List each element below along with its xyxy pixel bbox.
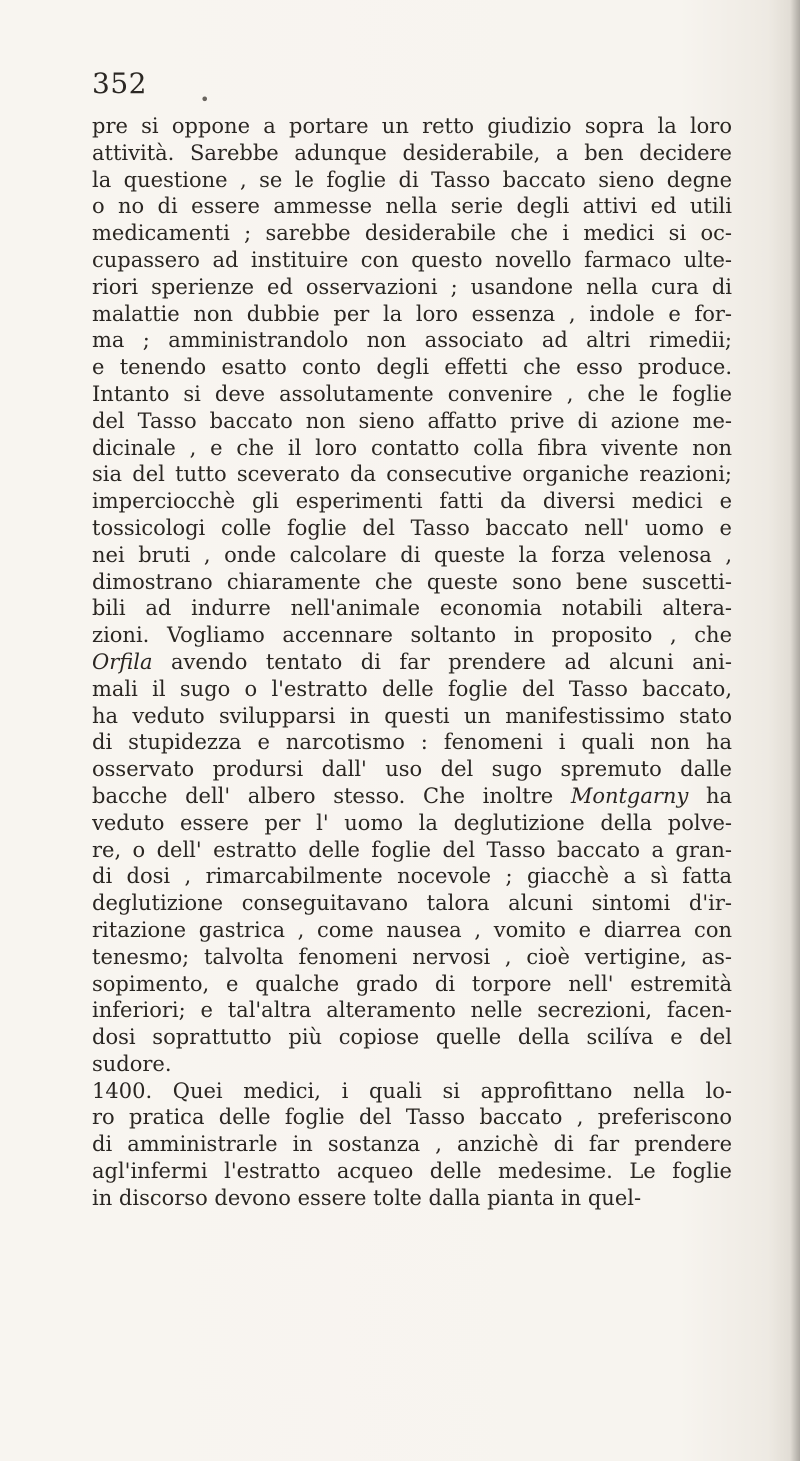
text-segment: bacche dell' albero stesso. Che inoltre [92,783,571,808]
text-line [92,167,732,194]
text-segment: ro pratica delle foglie del Tasso baccato , preferiscono [92,1105,732,1130]
text-segment: veduto essere per l' uomo la deglutizione della polve- [92,810,732,835]
text-line [92,1051,732,1078]
text-segment: attività. Sarebbe adunque desiderabile, a ben decidere [92,140,732,165]
text-segment: dicinale , e che il loro contatto colla fibra vivente non [92,435,732,460]
text-segment: riori sperienze ed osservazioni ; usandone nella cura di [92,274,732,299]
text-line [92,863,732,890]
text-segment: agl'infermi l'estratto acqueo delle medesime. Le foglie [92,1159,732,1184]
text-line [92,837,732,864]
text-segment: di amministrarle in sostanza , anzichè di far prendere [92,1132,732,1157]
text-line [92,595,732,622]
text-line [92,301,732,328]
text-line [92,113,732,140]
text-line [92,515,732,542]
text-line [92,354,732,381]
text-segment: pre si oppone a portare un retto giudizio sopra la loro [92,114,732,138]
text-line [92,703,732,730]
text-line [92,944,732,971]
printer-mark: • [200,90,210,109]
text-line [92,435,732,462]
text-segment: sia del tutto sceverato da consecutive organiche reazioni; [92,462,732,487]
text-line [92,1078,732,1105]
text-segment: in discorso devono essere tolte dalla pianta in quel- [92,1185,642,1210]
text-line [92,381,732,408]
text-segment: deglutizione conseguitavano talora alcuni sintomi d'ir- [92,891,732,916]
text-line [92,461,732,488]
page-number: 352 [92,67,147,100]
text-line [92,569,732,596]
text-line [92,676,732,703]
text-segment: di dosi , rimarcabilmente nocevole ; giacchè a sì fatta [92,864,732,889]
text-segment: nei bruti , onde calcolare di queste la forza velenosa , [92,542,732,567]
text-line [92,488,732,515]
text-segment: o no di essere ammesse nella serie degli attivi ed utili [92,194,732,219]
author-name: Montgarny [570,783,689,808]
text-segment: mali il sugo o l'estratto delle foglie del Tasso baccato, [92,676,732,701]
text-segment: ritazione gastrica , come nausea , vomito e diarrea con [92,917,732,942]
text-segment: medicamenti ; sarebbe desiderabile che i medici si oc- [92,221,732,246]
text-line [92,649,732,676]
text-line [92,140,732,167]
text-line [92,408,732,435]
text-line [92,997,732,1024]
text-segment: osservato prodursi dall' uso del sugo spremuto dalle [92,757,732,782]
author-name: Orfila [92,649,153,674]
text-segment: dimostrano chiaramente che queste sono bene suscetti- [92,569,732,594]
body-text [92,113,732,1212]
text-segment: di stupidezza e narcotismo : fenomeni i quali non ha [92,730,732,755]
text-line [92,542,732,569]
text-line [92,810,732,837]
text-line [92,220,732,247]
text-segment: dosi soprattutto più copiose quelle della scilíva e del [92,1025,732,1050]
text-segment: e tenendo esatto conto degli effetti che esso produce. [92,355,732,380]
text-segment: avendo tentato di far prendere ad alcuni ani- [152,649,732,674]
text-segment: cupassero ad instituire con questo novello farmaco ulte- [92,247,732,272]
text-line [92,193,732,220]
text-line [92,1024,732,1051]
text-line [92,247,732,274]
text-segment: imperciocchè gli esperimenti fatti da diversi medici e [92,489,732,514]
text-line [92,729,732,756]
text-line [92,971,732,998]
text-line [92,274,732,301]
text-segment: ma ; amministrandolo non associato ad altri rimedii; [92,328,732,353]
text-segment: bili ad indurre nell'animale economia notabili altera- [92,596,732,621]
text-segment: malattie non dubbie per la loro essenza , indole e for- [92,301,732,326]
text-segment: ha veduto svilupparsi in questi un manifestissimo stato [92,703,732,728]
text-line [92,917,732,944]
page-edge-shadow [790,0,800,1461]
text-line [92,622,732,649]
text-line [92,890,732,917]
text-line [92,1104,732,1131]
text-line [92,756,732,783]
text-segment: 1400. Quei medici, i quali si approfittano nella lo- [92,1078,732,1103]
text-segment: tenesmo; talvolta fenomeni nervosi , cioè vertigine, as- [92,944,732,969]
text-segment: re, o dell' estratto delle foglie del Tasso baccato a gran- [92,837,732,862]
text-segment: tossicologi colle foglie del Tasso baccato nell' uomo e [92,515,732,540]
text-segment: zioni. Vogliamo accennare soltanto in proposito , che [92,623,732,648]
text-segment: sopimento, e qualche grado di torpore nell' estremità [92,971,732,996]
text-segment: sudore. [92,1051,172,1076]
text-segment: ha [688,783,732,808]
text-line [92,327,732,354]
text-segment: inferiori; e tal'altra alteramento nelle secrezioni, facen- [92,998,732,1023]
text-segment: del Tasso baccato non sieno affatto prive di azione me- [92,408,732,433]
text-line [92,1158,732,1185]
text-line [92,1131,732,1158]
text-segment: la questione , se le foglie di Tasso baccato sieno degne [92,167,732,192]
text-line [92,1185,732,1212]
text-segment: Intanto si deve assolutamente convenire , che le foglie [92,381,732,406]
text-line [92,783,732,810]
